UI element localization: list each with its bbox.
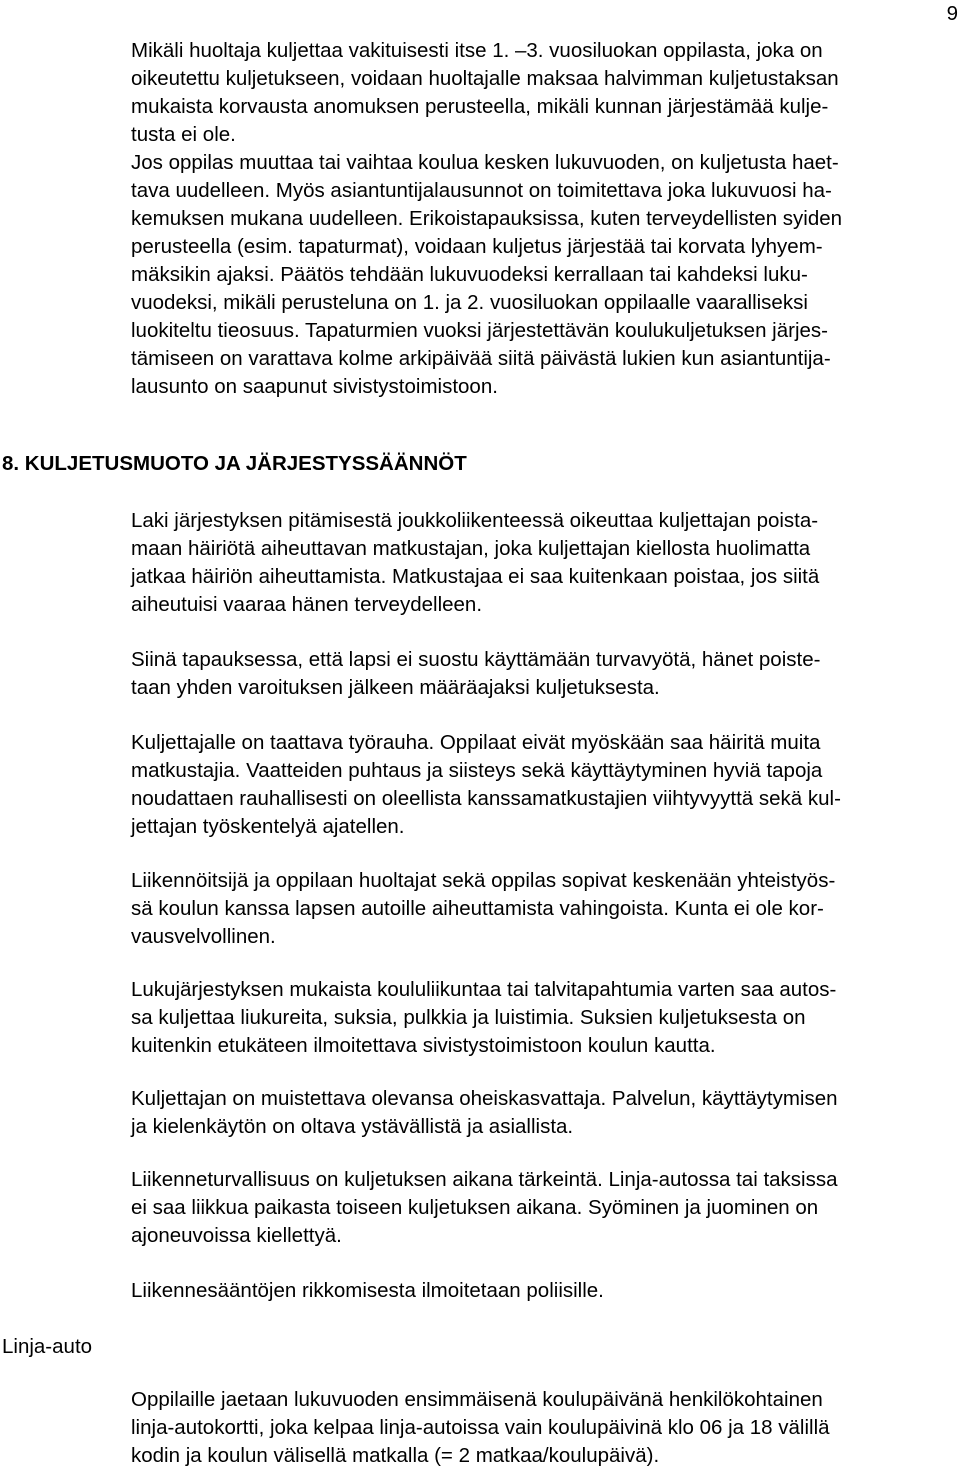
text-line: jatkaa häiriön aiheuttamista. Matkustajaa ei saa kuitenkaan poistaa, jos siitä (131, 565, 820, 588)
side-label-bus: Linja-auto (2, 1335, 93, 1358)
text-line: maan häiriötä aiheuttavan matkustajan, joka kuljettajan kiellosta huolimatta (131, 537, 811, 560)
text-line: ajoneuvoissa kiellettyä. (131, 1224, 342, 1247)
section-heading: 8. KULJETUSMUOTO JA JÄRJESTYSSÄÄNNÖT (2, 452, 467, 475)
text-line: Oppilaille jaetaan lukuvuoden ensimmäisenä koulupäivänä henkilökohtainen (131, 1388, 823, 1411)
text-line: kemuksen mukana uudelleen. Erikoistapauksissa, kuten terveydellisten syiden (131, 207, 843, 230)
text-line: Siinä tapauksessa, että lapsi ei suostu käyttämään turvavyötä, hänet poiste- (131, 648, 821, 671)
text-line: mukaista korvausta anomuksen perusteella, mikäli kunnan järjestämää kulje- (131, 95, 829, 118)
text-line: kodin ja koulun välisellä matkalla (= 2 matkaa/koulupäivä). (131, 1444, 660, 1467)
text-line: Kuljettajalle on taattava työrauha. Oppilaat eivät myöskään saa häiritä muita (131, 731, 821, 754)
text-line: Lukujärjestyksen mukaista koululiikuntaa tai talvitapahtumia varten saa autos- (131, 978, 837, 1001)
text-line: tusta ei ole. (131, 123, 236, 146)
text-line: oikeutettu kuljetukseen, voidaan huoltajalle maksaa halvimman kuljetustaksan (131, 67, 839, 90)
text-line: mäksikin ajaksi. Päätös tehdään lukuvuodeksi kerrallaan tai kahdeksi luku- (131, 263, 808, 286)
text-line: vuodeksi, mikäli perusteluna on 1. ja 2. vuosiluokan oppilaalle vaaralliseksi (131, 291, 808, 314)
text-line: noudattaen rauhallisesti on oleellista kanssamatkustajien viihtyvyyttä sekä kul- (131, 787, 841, 810)
text-line: Jos oppilas muuttaa tai vaihtaa koulua kesken lukuvuoden, on kuljetusta haet- (131, 151, 839, 174)
page-number: 9 (946, 2, 958, 25)
paragraph-bus-card (131, 1386, 956, 1470)
text-line: Liikennöitsijä ja oppilaan huoltajat sekä oppilas sopivat keskenään yhteistyös- (131, 869, 836, 892)
paragraph-work-peace (131, 729, 956, 841)
text-line: Liikennesääntöjen rikkomisesta ilmoitetaan poliisille. (131, 1279, 604, 1302)
paragraph-traffic-safety (131, 1166, 956, 1250)
intro-paragraph (131, 37, 956, 401)
text-line: tava uudelleen. Myös asiantuntijalausunnot on toimitettava joka lukuvuosi ha- (131, 179, 832, 202)
text-line: Kuljettajan on muistettava olevansa oheiskasvattaja. Palvelun, käyttäytymisen (131, 1087, 838, 1110)
text-line: ei saa liikkua paikasta toiseen kuljetuksen aikana. Syöminen ja juominen on (131, 1196, 819, 1219)
text-line: luokiteltu tieosuus. Tapaturmien vuoksi järjestettävän koulukuljetuksen järjes- (131, 319, 828, 342)
paragraph-driver-conduct (131, 1085, 956, 1141)
text-line: ja kielenkäytön on oltava ystävällistä ja asiallista. (131, 1115, 574, 1138)
text-line: matkustajia. Vaatteiden puhtaus ja siisteys sekä käyttäytyminen hyviä tapoja (131, 759, 823, 782)
paragraph-damages (131, 867, 956, 951)
text-line: tämiseen on varattava kolme arkipäivää siitä päivästä lukien kun asiantuntija- (131, 347, 831, 370)
text-line: Mikäli huoltaja kuljettaa vakituisesti itse 1. –3. vuosiluokan oppilasta, joka on (131, 39, 823, 62)
text-line: Laki järjestyksen pitämisestä joukkoliikenteessä oikeuttaa kuljettajan poista- (131, 509, 819, 532)
text-line: Liikenneturvallisuus on kuljetuksen aikana tärkeintä. Linja-autossa tai taksissa (131, 1168, 838, 1191)
text-line: sä koulun kanssa lapsen autoille aiheuttamista vahingoista. Kunta ei ole kor- (131, 897, 824, 920)
text-line: lausunto on saapunut sivistystoimistoon. (131, 375, 498, 398)
text-line: jettajan työskentelyä ajatellen. (131, 815, 405, 838)
paragraph-police-notice (131, 1277, 956, 1305)
text-line: perusteella (esim. tapaturmat), voidaan kuljetus järjestää tai korvata lyhyem- (131, 235, 823, 258)
text-line: linja-autokortti, joka kelpaa linja-autoissa vain koulupäivinä klo 06 ja 18 välillä (131, 1416, 830, 1439)
text-line: vausvelvollinen. (131, 925, 276, 948)
paragraph-equipment (131, 976, 956, 1060)
paragraph-disruption (131, 507, 956, 619)
text-line: aiheutuisi vaaraa hänen terveydelleen. (131, 593, 483, 616)
text-line: kuitenkin etukäteen ilmoitettava sivistystoimistoon koulun kautta. (131, 1034, 716, 1057)
paragraph-seatbelt (131, 646, 956, 702)
text-line: taan yhden varoituksen jälkeen määräajaksi kuljetuksesta. (131, 676, 660, 699)
text-line: sa kuljettaa liukureita, suksia, pulkkia ja luistimia. Suksien kuljetuksesta on (131, 1006, 806, 1029)
